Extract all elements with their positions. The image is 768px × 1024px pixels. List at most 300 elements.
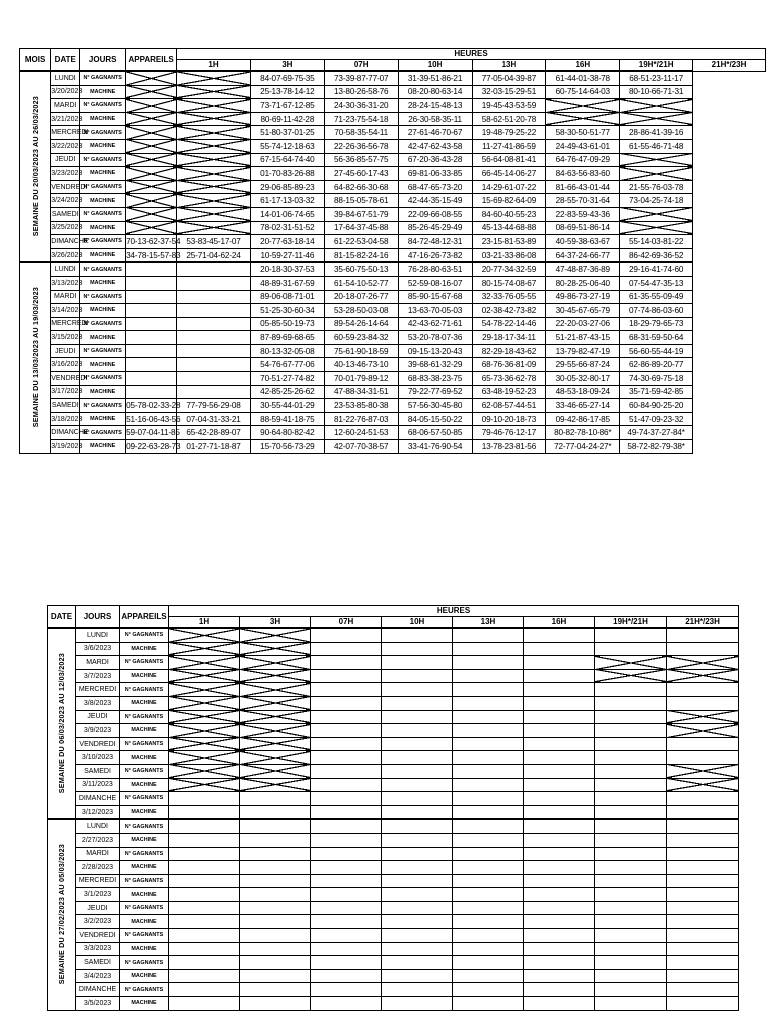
crossed-cell (169, 710, 240, 724)
time-header: 1H (177, 60, 251, 72)
draw-numbers (595, 847, 667, 861)
draw-numbers: 47-48-87-36-89 (546, 262, 620, 276)
draw-numbers (524, 969, 595, 983)
draw-numbers: 31-39-51-86-21 (398, 71, 472, 85)
draw-numbers (453, 997, 524, 1011)
draw-numbers: 63-48-19-52-23 (472, 385, 546, 399)
crossed-cell (240, 669, 311, 683)
draw-numbers: 35-60-75-50-13 (324, 262, 398, 276)
draw-numbers (126, 358, 177, 372)
draw-numbers: 08-20-80-63-14 (398, 85, 472, 99)
gagnants-row (20, 99, 766, 113)
gagnants-row (20, 372, 766, 386)
gagnants-row (48, 710, 739, 724)
draw-numbers: 28-55-70-31-64 (546, 194, 620, 208)
draw-numbers (169, 874, 240, 888)
machine-row (20, 194, 766, 208)
time-header: 19H*/21H (620, 60, 693, 72)
draw-numbers: 07-54-47-35-13 (620, 276, 693, 290)
draw-numbers: 49-86-73-27-19 (546, 290, 620, 304)
gagnants-row (48, 901, 739, 915)
appareil-gagnants: N° GAGNANTS (120, 628, 169, 642)
machine-row (20, 248, 766, 262)
draw-numbers (126, 304, 177, 318)
crossed-cell (177, 221, 251, 235)
draw-numbers: 87-89-69-68-65 (250, 331, 324, 345)
draw-numbers: 27-45-60-17-43 (324, 167, 398, 181)
draw-numbers (667, 861, 739, 875)
draw-numbers: 78-02-31-51-52 (250, 221, 324, 235)
crossed-cell (240, 751, 311, 765)
machine-row (20, 139, 766, 153)
crossed-cell (240, 642, 311, 656)
draw-numbers (177, 385, 251, 399)
crossed-cell (126, 85, 177, 99)
draw-numbers (126, 331, 177, 345)
crossed-cell (240, 737, 311, 751)
machine-row (48, 778, 739, 792)
appareil-machine: MACHINE (80, 194, 126, 208)
draw-numbers (453, 737, 524, 751)
crossed-cell (177, 153, 251, 167)
draw-numbers (595, 642, 667, 656)
crossed-cell (169, 724, 240, 738)
draw-numbers: 64-76-47-09-29 (546, 153, 620, 167)
draw-numbers (667, 833, 739, 847)
appareil-gagnants: N° GAGNANTS (80, 372, 126, 386)
draw-numbers (177, 358, 251, 372)
crossed-cell (126, 112, 177, 126)
draw-numbers (524, 778, 595, 792)
day-date: 3/12/2023 (76, 805, 120, 819)
draw-numbers (382, 751, 453, 765)
draw-numbers: 76-28-80-63-51 (398, 262, 472, 276)
draw-numbers (382, 929, 453, 943)
crossed-cell (126, 99, 177, 113)
week-label: SEMAINE DU 06/03/2023 AU 12/03/2023 (57, 652, 66, 793)
draw-numbers (453, 942, 524, 956)
time-header: 07H (324, 60, 398, 72)
draw-numbers: 84-05-15-50-22 (398, 412, 472, 426)
draw-numbers (453, 710, 524, 724)
draw-numbers (240, 901, 311, 915)
draw-numbers: 24-30-36-31-20 (324, 99, 398, 113)
draw-numbers (595, 901, 667, 915)
draw-numbers: 81-22-76-87-03 (324, 412, 398, 426)
time-header: 10H (398, 60, 472, 72)
draw-numbers: 09-42-86-17-85 (546, 412, 620, 426)
draw-numbers (667, 805, 739, 819)
draw-numbers (667, 751, 739, 765)
draw-numbers: 84-60-40-55-23 (472, 207, 546, 221)
draw-numbers (453, 983, 524, 997)
machine-row (48, 942, 739, 956)
draw-numbers: 19-45-43-53-59 (472, 99, 546, 113)
machine-row (20, 85, 766, 99)
draw-numbers (453, 956, 524, 970)
crossed-cell (169, 669, 240, 683)
gagnants-row (20, 180, 766, 194)
draw-numbers: 54-78-22-14-46 (472, 317, 546, 331)
draw-numbers: 48-89-31-67-59 (250, 276, 324, 290)
draw-numbers (667, 901, 739, 915)
draw-numbers: 89-54-26-14-64 (324, 317, 398, 331)
draw-numbers: 10-59-27-11-46 (250, 248, 324, 262)
draw-numbers (667, 969, 739, 983)
time-header: 21H*/23H (667, 617, 739, 629)
gagnants-row (48, 737, 739, 751)
machine-row (48, 751, 739, 765)
day-name: SAMEDI (76, 764, 120, 778)
draw-numbers: 80-13-32-05-08 (250, 344, 324, 358)
draw-numbers (169, 929, 240, 943)
draw-numbers: 21-55-76-03-78 (620, 180, 693, 194)
draw-numbers: 13-79-82-47-19 (546, 344, 620, 358)
header-appareils: APPAREILS (126, 49, 177, 72)
day-date: 3/1/2023 (76, 888, 120, 902)
day-date: 3/23/2023 (51, 167, 80, 181)
draw-numbers (595, 778, 667, 792)
draw-numbers (169, 888, 240, 902)
day-date: 3/18/2023 (51, 412, 80, 426)
header-mois: MOIS (20, 49, 51, 72)
draw-numbers: 52-59-08-16-07 (398, 276, 472, 290)
header-appareils: APPAREILS (120, 606, 169, 629)
week-label-cell (20, 71, 51, 262)
crossed-cell (667, 710, 739, 724)
gagnants-row (48, 956, 739, 970)
draw-numbers: 67-20-36-43-28 (398, 153, 472, 167)
draw-numbers: 05-85-50-19-73 (250, 317, 324, 331)
draw-numbers: 70-13-62-37-54 (126, 235, 177, 249)
draw-numbers: 80-15-74-08-67 (472, 276, 546, 290)
draw-numbers (311, 737, 382, 751)
draw-numbers (169, 833, 240, 847)
day-date: 3/9/2023 (76, 724, 120, 738)
draw-numbers: 73-04-25-74-18 (620, 194, 693, 208)
crossed-cell (240, 628, 311, 642)
draw-numbers: 53-20-78-07-36 (398, 331, 472, 345)
crossed-cell (620, 167, 693, 181)
draw-numbers: 53-83-45-17-07 (177, 235, 251, 249)
draw-numbers (453, 833, 524, 847)
draw-numbers (382, 901, 453, 915)
draw-numbers (595, 874, 667, 888)
draw-numbers: 20-77-63-18-14 (250, 235, 324, 249)
draw-numbers: 13-78-23-81-56 (472, 440, 546, 454)
appareil-machine: MACHINE (80, 412, 126, 426)
appareil-machine: MACHINE (120, 642, 169, 656)
draw-numbers: 70-51-27-74-82 (250, 372, 324, 386)
day-date: 3/19/2023 (51, 440, 80, 454)
appareil-machine: MACHINE (80, 221, 126, 235)
crossed-cell (240, 656, 311, 670)
gagnants-row (48, 929, 739, 943)
crossed-cell (240, 683, 311, 697)
draw-numbers (169, 969, 240, 983)
draw-numbers (240, 997, 311, 1011)
draw-numbers (311, 888, 382, 902)
draw-numbers (169, 819, 240, 833)
draw-numbers: 77-79-56-29-08 (177, 399, 251, 413)
draw-numbers (311, 915, 382, 929)
draw-numbers: 68-47-65-73-20 (398, 180, 472, 194)
draw-numbers: 80-10-66-71-31 (620, 85, 693, 99)
draw-numbers: 28-86-41-39-16 (620, 126, 693, 140)
crossed-cell (126, 167, 177, 181)
draw-numbers: 68-83-38-23-75 (398, 372, 472, 386)
header-heures: HEURES (177, 49, 766, 60)
crossed-cell (169, 642, 240, 656)
draw-numbers: 47-16-26-73-82 (398, 248, 472, 262)
appareil-gagnants: N° GAGNANTS (120, 656, 169, 670)
draw-numbers: 01-27-71-18-87 (177, 440, 251, 454)
machine-row (20, 304, 766, 318)
appareil-machine: MACHINE (80, 112, 126, 126)
gagnants-row (20, 399, 766, 413)
day-date: 3/13/2023 (51, 276, 80, 290)
draw-numbers: 61-44-01-38-78 (546, 71, 620, 85)
appareil-gagnants: N° GAGNANTS (80, 262, 126, 276)
draw-numbers: 22-09-66-08-55 (398, 207, 472, 221)
draw-numbers (169, 805, 240, 819)
draw-numbers (524, 833, 595, 847)
draw-numbers (524, 737, 595, 751)
draw-numbers: 79-22-77-69-52 (398, 385, 472, 399)
draw-numbers: 65-42-28-89-07 (177, 426, 251, 440)
day-date: 3/26/2023 (51, 248, 80, 262)
draw-numbers (453, 778, 524, 792)
draw-numbers (169, 942, 240, 956)
crossed-cell (177, 207, 251, 221)
crossed-cell (595, 656, 667, 670)
draw-numbers (667, 983, 739, 997)
draw-numbers: 60-75-14-64-03 (546, 85, 620, 99)
draw-numbers (453, 724, 524, 738)
crossed-cell (126, 194, 177, 208)
draw-numbers: 28-24-15-48-13 (398, 99, 472, 113)
appareil-gagnants: N° GAGNANTS (80, 153, 126, 167)
crossed-cell (546, 99, 620, 113)
gagnants-row (48, 683, 739, 697)
appareil-machine: MACHINE (80, 385, 126, 399)
draw-numbers: 11-27-41-86-59 (472, 139, 546, 153)
draw-numbers (453, 805, 524, 819)
machine-row (48, 669, 739, 683)
crossed-cell (169, 764, 240, 778)
day-name: MERCREDI (51, 317, 80, 331)
draw-numbers: 25-13-78-14-12 (250, 85, 324, 99)
draw-numbers: 15-69-82-64-09 (472, 194, 546, 208)
draw-numbers (382, 833, 453, 847)
draw-numbers: 80-69-11-42-28 (250, 112, 324, 126)
draw-numbers (177, 344, 251, 358)
draw-numbers (240, 847, 311, 861)
draw-numbers: 26-30-58-35-11 (398, 112, 472, 126)
gagnants-row (48, 628, 739, 642)
draw-numbers (524, 696, 595, 710)
appareil-gagnants: N° GAGNANTS (80, 399, 126, 413)
draw-numbers: 68-06-57-50-85 (398, 426, 472, 440)
appareil-gagnants: N° GAGNANTS (80, 99, 126, 113)
machine-row (20, 331, 766, 345)
machine-row (20, 167, 766, 181)
appareil-machine: MACHINE (80, 276, 126, 290)
draw-numbers (382, 724, 453, 738)
draw-numbers: 22-26-36-56-78 (324, 139, 398, 153)
crossed-cell (240, 778, 311, 792)
draw-numbers: 56-60-55-44-19 (620, 344, 693, 358)
day-name: JEUDI (51, 153, 80, 167)
gagnants-row (48, 656, 739, 670)
draw-numbers (667, 915, 739, 929)
day-date: 3/7/2023 (76, 669, 120, 683)
draw-numbers: 13-80-26-58-76 (324, 85, 398, 99)
draw-numbers (382, 956, 453, 970)
crossed-cell (177, 126, 251, 140)
appareil-machine: MACHINE (120, 669, 169, 683)
crossed-cell (177, 99, 251, 113)
appareil-machine: MACHINE (80, 331, 126, 345)
machine-row (20, 221, 766, 235)
draw-numbers: 68-51-23-11-17 (620, 71, 693, 85)
draw-numbers (667, 942, 739, 956)
appareil-machine: MACHINE (120, 942, 169, 956)
draw-numbers: 85-26-45-29-49 (398, 221, 472, 235)
draw-numbers (453, 764, 524, 778)
draw-numbers (595, 805, 667, 819)
draw-numbers (453, 819, 524, 833)
draw-numbers (382, 983, 453, 997)
draw-numbers: 07-74-86-03-60 (620, 304, 693, 318)
draw-numbers: 27-61-46-70-67 (398, 126, 472, 140)
appareil-gagnants: N° GAGNANTS (120, 683, 169, 697)
crossed-cell (667, 724, 739, 738)
draw-numbers: 09-22-63-28-73 (126, 440, 177, 454)
draw-numbers (240, 792, 311, 806)
draw-numbers: 67-15-64-74-40 (250, 153, 324, 167)
week-label-cell (48, 628, 76, 819)
draw-numbers (126, 372, 177, 386)
appareil-machine: MACHINE (120, 861, 169, 875)
crossed-cell (620, 153, 693, 167)
draw-numbers: 69-81-06-33-85 (398, 167, 472, 181)
crossed-cell (667, 656, 739, 670)
draw-numbers (177, 276, 251, 290)
draw-numbers: 25-71-04-62-24 (177, 248, 251, 262)
draw-numbers: 40-59-38-63-67 (546, 235, 620, 249)
draw-numbers: 29-06-85-89-23 (250, 180, 324, 194)
gagnants-row (48, 847, 739, 861)
draw-numbers: 55-74-12-18-63 (250, 139, 324, 153)
results-table-march (19, 48, 766, 454)
draw-numbers (311, 997, 382, 1011)
draw-numbers (240, 874, 311, 888)
draw-numbers (453, 628, 524, 642)
gagnants-row (20, 126, 766, 140)
draw-numbers (240, 819, 311, 833)
draw-numbers (595, 764, 667, 778)
appareil-machine: MACHINE (120, 724, 169, 738)
draw-numbers (453, 683, 524, 697)
day-name: VENDREDI (51, 180, 80, 194)
crossed-cell (126, 221, 177, 235)
appareil-gagnants: N° GAGNANTS (120, 792, 169, 806)
draw-numbers (177, 262, 251, 276)
draw-numbers (126, 290, 177, 304)
day-name: LUNDI (76, 819, 120, 833)
appareil-machine: MACHINE (80, 358, 126, 372)
draw-numbers (595, 696, 667, 710)
day-name: JEUDI (76, 710, 120, 724)
draw-numbers (595, 628, 667, 642)
draw-numbers (595, 942, 667, 956)
draw-numbers: 02-38-42-73-82 (472, 304, 546, 318)
appareil-gagnants: N° GAGNANTS (120, 847, 169, 861)
draw-numbers: 20-18-07-26-77 (324, 290, 398, 304)
draw-numbers: 47-88-34-31-51 (324, 385, 398, 399)
gagnants-row (20, 71, 766, 85)
draw-numbers (524, 942, 595, 956)
draw-numbers (667, 642, 739, 656)
draw-numbers: 72-77-04-24-27* (546, 440, 620, 454)
appareil-machine: MACHINE (120, 969, 169, 983)
day-name: MARDI (51, 290, 80, 304)
draw-numbers: 55-14-03-81-22 (620, 235, 693, 249)
day-name: MARDI (76, 656, 120, 670)
machine-row (20, 385, 766, 399)
day-date: 3/21/2023 (51, 112, 80, 126)
draw-numbers: 61-54-10-52-77 (324, 276, 398, 290)
draw-numbers (169, 847, 240, 861)
appareil-gagnants: N° GAGNANTS (80, 71, 126, 85)
draw-numbers: 30-05-32-80-17 (546, 372, 620, 386)
day-name: VENDREDI (76, 737, 120, 751)
draw-numbers (382, 997, 453, 1011)
draw-numbers (595, 724, 667, 738)
draw-numbers (453, 669, 524, 683)
draw-numbers: 07-04-31-33-21 (177, 412, 251, 426)
draw-numbers (453, 888, 524, 902)
draw-numbers: 03-21-33-86-08 (472, 248, 546, 262)
draw-numbers (311, 819, 382, 833)
draw-numbers (524, 888, 595, 902)
crossed-cell (169, 656, 240, 670)
appareil-gagnants: N° GAGNANTS (120, 874, 169, 888)
day-date: 2/28/2023 (76, 861, 120, 875)
draw-numbers (126, 262, 177, 276)
crossed-cell (169, 628, 240, 642)
machine-row (48, 915, 739, 929)
draw-numbers: 56-64-08-81-41 (472, 153, 546, 167)
draw-numbers: 81-66-43-01-44 (546, 180, 620, 194)
draw-numbers (382, 915, 453, 929)
draw-numbers (382, 696, 453, 710)
draw-numbers: 32-03-15-29-51 (472, 85, 546, 99)
draw-numbers: 58-30-50-51-77 (546, 126, 620, 140)
draw-numbers (453, 642, 524, 656)
draw-numbers: 23-15-81-53-89 (472, 235, 546, 249)
draw-numbers: 30-45-67-65-79 (546, 304, 620, 318)
crossed-cell (169, 737, 240, 751)
draw-numbers (524, 805, 595, 819)
draw-numbers: 84-72-48-12-31 (398, 235, 472, 249)
draw-numbers: 86-42-69-36-52 (620, 248, 693, 262)
draw-numbers (595, 710, 667, 724)
crossed-cell (620, 112, 693, 126)
draw-numbers (667, 847, 739, 861)
day-date: 2/27/2023 (76, 833, 120, 847)
